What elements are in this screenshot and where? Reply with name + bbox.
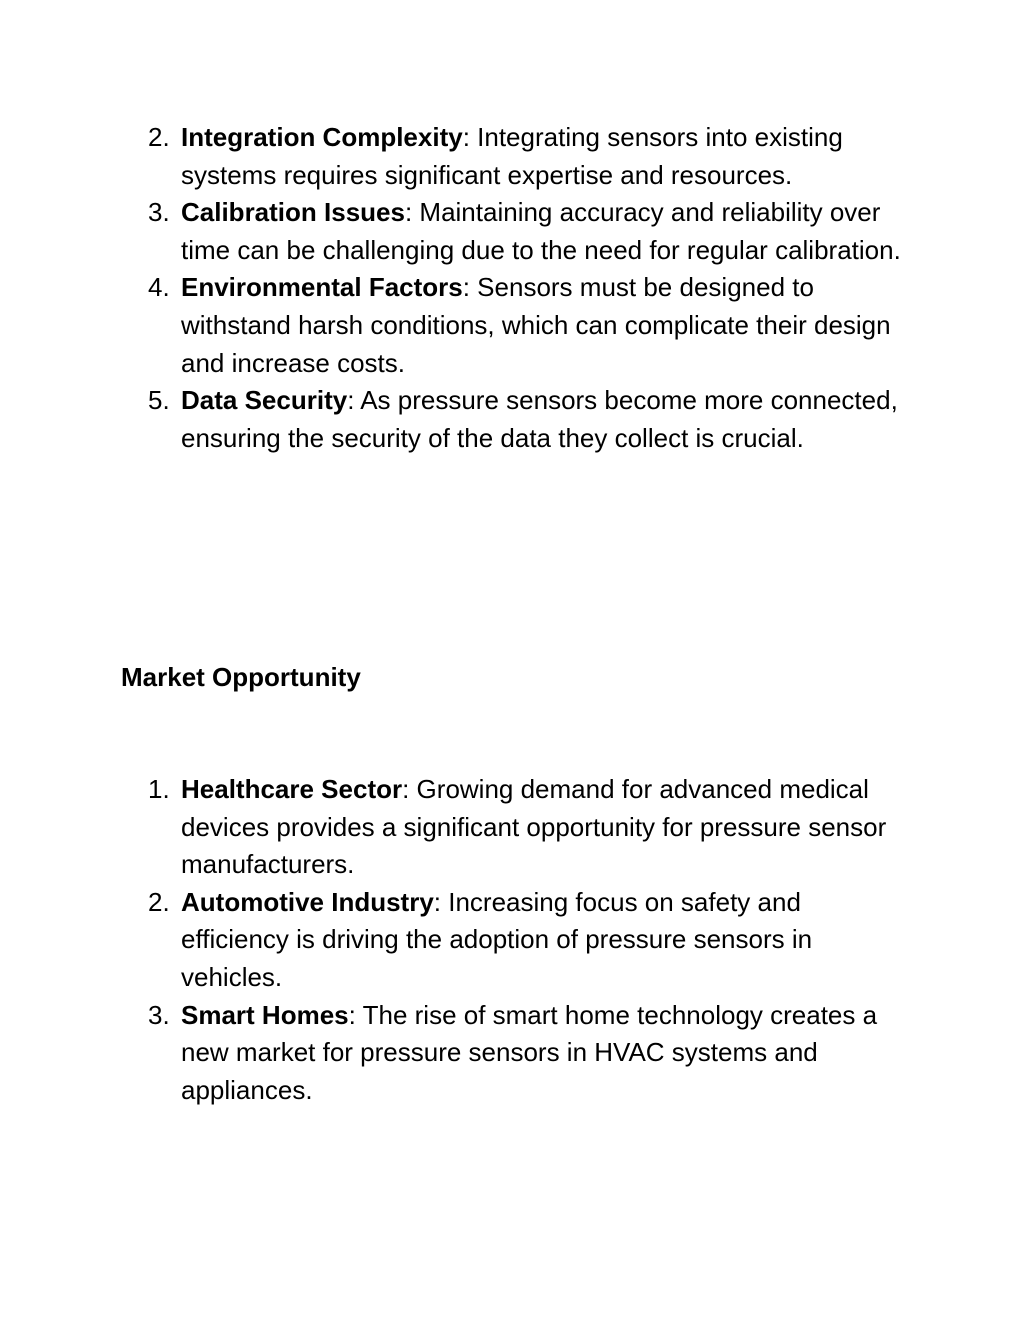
list-number: 2. [148, 122, 170, 152]
challenges-list [148, 119, 908, 457]
list-text: : Increasing focus on safety and efficiency is driving the adoption of pressure sensors in vehicles. [181, 886, 813, 992]
list-number: 2. [148, 886, 170, 917]
list-item [148, 119, 908, 194]
list-text: : Sensors must be designed to withstand harsh conditions, which can complicate their design and increase costs. [181, 272, 891, 378]
list-term: Environmental Factors [181, 272, 463, 303]
list-text: : Maintaining accuracy and reliability over time can be challenging due to the need for regular calibration. [181, 197, 901, 265]
list-number: 3. [148, 999, 170, 1030]
list-text: : The rise of smart home technology creates a new market for pressure sensors in HVAC systems and appliances. [181, 999, 878, 1105]
list-item [148, 884, 908, 997]
market-opportunity-list [148, 771, 908, 1109]
list-number: 1. [148, 774, 170, 804]
list-term: Automotive Industry [181, 886, 434, 917]
list-number: 3. [148, 197, 170, 228]
list-item [148, 269, 908, 382]
list-term: Data Security [181, 385, 348, 416]
list-item [148, 382, 908, 457]
list-number: 5. [148, 385, 170, 416]
list-text: : As pressure sensors become more connected, ensuring the security of the data they collect is crucial. [181, 385, 898, 453]
list-text: : Integrating sensors into existing systems requires significant expertise and resources. [181, 122, 843, 190]
list-item [148, 771, 908, 884]
list-term: Calibration Issues [181, 197, 405, 228]
list-text: : Growing demand for advanced medical devices provides a significant opportunity for pressure sensor manufacturers. [181, 774, 887, 880]
list-term: Smart Homes [181, 999, 349, 1030]
list-term: Healthcare Sector [181, 774, 403, 804]
list-number: 4. [148, 272, 170, 303]
list-item [148, 194, 908, 269]
list-term: Integration Complexity [181, 122, 463, 152]
list-item [148, 997, 908, 1110]
section-heading: Market Opportunity [121, 662, 361, 692]
